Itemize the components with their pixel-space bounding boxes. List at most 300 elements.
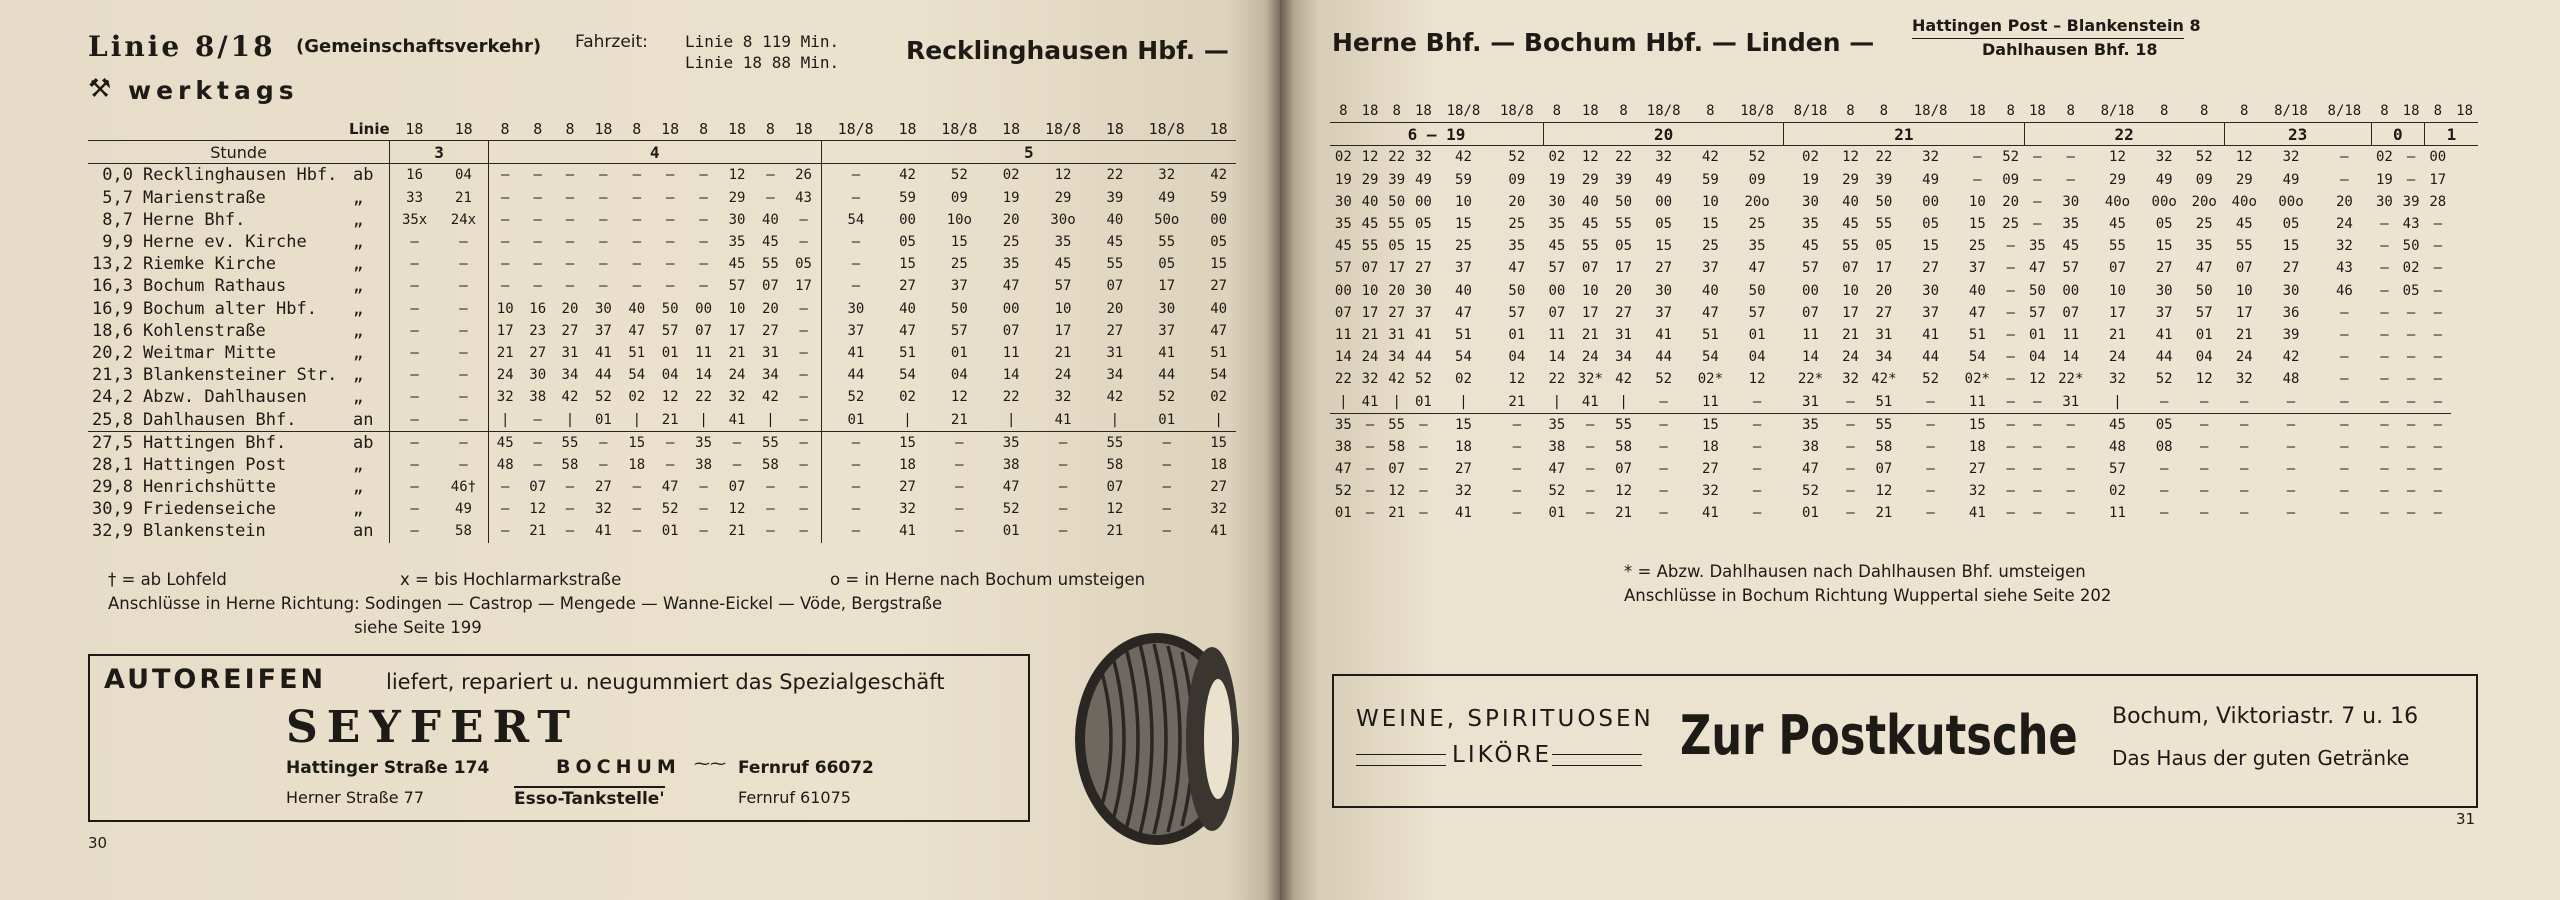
time-cell: — — [2006, 304, 2015, 321]
time-cell: 12 — [2235, 149, 2253, 166]
time-cell: 32 — [2155, 149, 2173, 166]
time-cell: 22* — [2058, 371, 2084, 388]
time-cell: 05 — [2282, 216, 2300, 233]
time-cell: 05 — [2155, 216, 2173, 233]
time-cell: — — [2433, 238, 2443, 255]
time-cell: 34 — [1615, 349, 1633, 366]
time-cell: 17 — [728, 322, 746, 339]
time-cell: — — [2340, 349, 2349, 366]
time-cell: 15 — [1968, 216, 1986, 233]
time-cell: 29 — [728, 189, 746, 206]
time-cell: 30 — [1334, 193, 1352, 210]
line-title-note: (Gemeinschaftsverkehr) — [296, 36, 542, 57]
time-cell: 55 — [1098, 431, 1133, 454]
time-cell: — — [2406, 171, 2416, 188]
page-number-right: 31 — [2456, 810, 2476, 828]
time-cell: 07 — [1581, 260, 1599, 277]
time-cell: — — [533, 211, 542, 228]
time-cell: 18 — [1455, 438, 1472, 455]
time-cell: 00 — [1210, 211, 1228, 228]
time-cell: — — [632, 278, 641, 295]
time-cell: 22 — [695, 389, 713, 406]
time-cell: 22 — [1334, 371, 1352, 388]
time-cell: 04 — [1508, 349, 1526, 366]
time-cell: 19 — [1802, 171, 1819, 188]
time-cell: 52 — [1158, 389, 1176, 406]
time-cell: 01 — [661, 523, 679, 540]
time-cell: 22 — [1106, 167, 1124, 184]
time-cell: 04 — [2028, 349, 2046, 366]
time-cell: 52 — [1548, 483, 1566, 500]
time-cell: 49 — [1655, 171, 1673, 188]
time-cell: 57 — [728, 278, 746, 295]
time-cell: — — [766, 167, 775, 184]
time-cell: — — [699, 234, 708, 251]
time-cell: 04 — [950, 367, 968, 384]
time-cell: 20 — [1388, 282, 1406, 299]
time-cell: — — [1752, 461, 1762, 478]
time-cell: — — [533, 234, 542, 251]
time-cell: 50 — [950, 300, 968, 317]
time-cell: 10 — [1968, 193, 1986, 210]
time-cell: 07 — [1002, 322, 1020, 339]
time-cell: 05 — [1922, 216, 1940, 233]
time-cell: 12 — [2028, 371, 2046, 388]
station-km: 13,2 — [92, 254, 133, 275]
time-cell: 42 — [1455, 149, 1472, 166]
time-cell: — — [565, 523, 575, 540]
time-cell: | — [1619, 393, 1628, 410]
time-cell: 45 — [1548, 238, 1566, 255]
linie-number: 18/8 — [1637, 100, 1690, 123]
time-cell: 01 — [1002, 523, 1020, 540]
time-cell: — — [1058, 456, 1068, 473]
time-cell: 07 — [2109, 260, 2126, 277]
time-cell: — — [2200, 505, 2209, 522]
time-cell: 19 — [2375, 171, 2393, 188]
time-cell: 31 — [561, 344, 579, 361]
time-cell: — — [2340, 304, 2349, 321]
linie-number: 18 — [439, 118, 488, 141]
time-cell: | — [1006, 411, 1016, 428]
time-cell: 30o — [1050, 211, 1076, 228]
time-cell: 35 — [1748, 238, 1766, 255]
time-cell: — — [390, 476, 439, 498]
time-cell: 19 — [1334, 171, 1352, 188]
time-cell: 58 — [1875, 438, 1893, 455]
time-cell: — — [390, 231, 439, 253]
time-cell: 48 — [488, 454, 521, 476]
time-cell: 27 — [1701, 461, 1719, 478]
time-cell: 21 — [1106, 523, 1124, 540]
table-row — [1330, 257, 2478, 279]
time-cell: 50 — [1388, 193, 1406, 210]
time-cell: 51 — [1968, 326, 1986, 343]
time-cell: 57 — [2062, 260, 2080, 277]
time-cell: 35 — [1002, 256, 1020, 273]
time-cell: — — [2006, 349, 2015, 366]
station-mark: „ — [352, 298, 364, 319]
time-cell: 19 — [1548, 171, 1566, 188]
linie-number: 8 — [2371, 100, 2398, 123]
time-cell: 44 — [821, 364, 890, 386]
time-cell: 15 — [1690, 413, 1730, 436]
time-cell: — — [2433, 371, 2443, 388]
hour-label: 1 — [2424, 123, 2478, 146]
time-cell: 02 — [1334, 149, 1352, 166]
hour-label: 22 — [2024, 123, 2224, 146]
time-cell: 14 — [1548, 349, 1566, 366]
time-cell: 09 — [1508, 171, 1526, 188]
time-cell: | — [903, 411, 912, 428]
time-cell: — — [2264, 413, 2317, 436]
station-mark: ab — [349, 431, 390, 454]
time-cell: 47 — [1002, 278, 1020, 295]
time-cell: — — [632, 501, 641, 518]
time-cell: — — [699, 189, 708, 206]
time-cell: 58 — [1615, 438, 1633, 455]
time-cell: — — [2380, 349, 2389, 366]
station-name: Henrichshütte — [142, 477, 277, 498]
advert-rule-right — [1552, 754, 1642, 766]
time-cell: — — [2200, 483, 2209, 500]
time-cell: 00 — [899, 211, 916, 228]
time-cell: — — [821, 275, 890, 297]
time-cell: 17 — [1158, 278, 1176, 295]
time-cell: — — [390, 320, 439, 342]
time-cell: — — [1419, 461, 1428, 478]
time-cell: 21 — [1508, 393, 1526, 410]
time-cell: — — [1058, 501, 1068, 518]
linie-number: 18 — [390, 118, 439, 141]
time-cell: — — [459, 367, 468, 384]
time-cell: 34 — [1875, 349, 1893, 366]
time-cell: — — [390, 520, 439, 542]
time-cell: 39 — [1875, 171, 1893, 188]
time-cell: — — [732, 456, 742, 473]
time-cell: — — [488, 253, 521, 275]
advert-address-2: Herner Straße 77 — [286, 788, 424, 807]
advert-rule-left — [1356, 754, 1446, 766]
time-cell: — — [821, 164, 890, 187]
station-mark: an — [352, 409, 374, 430]
time-cell: 14 — [1002, 367, 1020, 384]
linie-number: 8 — [1330, 100, 1357, 123]
station-mark: „ — [352, 276, 364, 297]
time-cell: — — [1162, 456, 1171, 473]
time-cell: — — [1365, 505, 1375, 522]
time-cell: — — [2006, 483, 2015, 500]
time-cell: 01 — [1748, 326, 1766, 343]
time-cell: 40 — [1361, 193, 1379, 210]
time-cell: 01 — [821, 408, 890, 431]
time-cell: — — [459, 389, 468, 406]
time-cell: 15 — [1455, 216, 1472, 233]
time-cell: — — [821, 431, 890, 454]
time-cell: — — [2380, 371, 2389, 388]
time-cell: 32 — [2335, 238, 2353, 255]
time-cell: 15 — [621, 431, 653, 454]
time-cell: — — [2006, 438, 2015, 455]
time-cell: — — [799, 300, 808, 317]
time-cell: 43 — [795, 189, 812, 206]
note-seite-199: siehe Seite 199 — [354, 618, 482, 637]
time-cell: 32 — [1455, 483, 1472, 500]
time-cell: 32 — [488, 386, 521, 408]
time-cell: 27 — [1922, 260, 1940, 277]
time-cell: 57 — [1054, 278, 1072, 295]
station-km: 18,6 — [92, 320, 133, 341]
time-cell: 37 — [950, 278, 968, 295]
time-cell: — — [665, 278, 675, 295]
time-cell: 55 — [1864, 413, 1904, 436]
time-cell: 57 — [2109, 461, 2126, 478]
time-cell: 12 — [1842, 149, 1859, 166]
time-cell: 50 — [1748, 282, 1766, 299]
time-cell: 20 — [1106, 300, 1124, 317]
fahrzeit-label: Fahrzeit: — [575, 32, 648, 52]
time-cell: — — [1058, 479, 1068, 496]
time-cell: — — [2433, 483, 2443, 500]
time-cell: 05 — [1158, 256, 1176, 273]
time-cell: 55 — [2109, 238, 2126, 255]
time-cell: 11 — [2062, 326, 2080, 343]
time-cell: 57 — [950, 322, 968, 339]
linie-number: 8 — [522, 118, 554, 141]
time-cell: 15 — [1957, 413, 1997, 436]
time-cell: 07 — [761, 278, 779, 295]
time-cell: 41 — [1701, 505, 1719, 522]
time-cell: 50 — [1508, 282, 1526, 299]
time-cell: 01 — [1414, 393, 1432, 410]
time-cell: 45 — [1106, 234, 1124, 251]
route-branch-bottom: Dahlhausen Bhf. 18 — [1982, 40, 2158, 59]
time-cell: 38 — [1334, 438, 1352, 455]
time-cell: 50 — [1875, 193, 1893, 210]
time-cell: 40 — [899, 300, 916, 317]
time-cell: 32 — [1701, 483, 1719, 500]
time-cell: 50 — [1615, 193, 1633, 210]
time-cell: 37 — [1701, 260, 1719, 277]
time-cell: 57 — [1802, 260, 1819, 277]
time-cell: — — [1365, 461, 1375, 478]
time-cell: 35 — [728, 234, 746, 251]
time-cell: 35 — [2062, 216, 2080, 233]
time-cell: — — [2433, 304, 2443, 321]
time-cell: — — [459, 322, 468, 339]
table-row — [1330, 413, 2478, 436]
time-cell: 22 — [1002, 389, 1020, 406]
time-cell: 40 — [1455, 282, 1472, 299]
time-cell: — — [2159, 461, 2169, 478]
time-cell: 07 — [1842, 260, 1859, 277]
time-cell: — — [632, 523, 641, 540]
time-cell: — — [665, 211, 675, 228]
time-cell: — — [599, 234, 608, 251]
time-cell: — — [488, 476, 521, 498]
time-cell: 30 — [1158, 300, 1176, 317]
time-cell: 27 — [561, 322, 579, 339]
advert-slogan: Das Haus der guten Getränke — [2112, 746, 2410, 770]
time-cell: 30 — [529, 367, 547, 384]
hour-row-right — [1330, 123, 2478, 146]
time-cell: — — [1659, 483, 1668, 500]
time-cell: — — [599, 167, 608, 184]
time-cell: — — [799, 322, 808, 339]
hour-label: 0 — [2371, 123, 2424, 146]
time-cell: 32 — [1210, 501, 1228, 518]
time-cell: 59 — [1701, 171, 1719, 188]
hour-label: 5 — [821, 141, 1236, 164]
time-cell: 55 — [1610, 413, 1637, 436]
time-cell: — — [1997, 413, 2024, 436]
fahrzeit-line-8: Linie 8 119 Min. — [685, 32, 840, 51]
time-cell: — — [632, 256, 641, 273]
time-cell: | — [1110, 411, 1120, 428]
time-cell: 10 — [2235, 282, 2253, 299]
time-cell: 01 — [950, 344, 968, 361]
time-cell: 47 — [628, 322, 646, 339]
time-cell: — — [533, 411, 542, 428]
time-cell: 35 — [1784, 413, 1837, 436]
time-cell: — — [1512, 505, 1522, 522]
time-cell: — — [565, 211, 575, 228]
hour-label: 23 — [2224, 123, 2371, 146]
table-row — [1330, 436, 2478, 458]
time-cell: 04 — [1748, 349, 1766, 366]
station-name: Marienstraße — [142, 187, 266, 208]
time-cell: 05 — [899, 234, 916, 251]
table-row — [88, 454, 1236, 476]
time-cell: — — [533, 189, 542, 206]
time-cell: 40o — [2104, 193, 2131, 210]
time-cell: 38 — [695, 456, 713, 473]
time-cell: — — [2286, 438, 2296, 455]
time-cell: 45 — [1361, 216, 1379, 233]
time-cell: 35x — [390, 209, 439, 231]
time-cell: 42 — [1701, 149, 1719, 166]
linie-number: 18/8 — [1730, 100, 1783, 123]
time-cell: — — [1659, 461, 1668, 478]
time-cell: 50 — [2402, 238, 2420, 255]
station-name: Recklinghausen Hbf. — [142, 165, 338, 186]
time-cell: 57 — [2195, 304, 2213, 321]
table-row — [88, 342, 1236, 364]
time-cell: 30 — [2282, 282, 2300, 299]
time-cell: 47 — [2195, 260, 2213, 277]
time-cell: 29 — [1842, 171, 1859, 188]
time-cell: 55 — [1383, 413, 1410, 436]
time-cell: 28 — [2429, 193, 2447, 210]
linie-number: 18 — [1201, 118, 1236, 141]
time-cell: 12 — [1581, 149, 1599, 166]
time-cell: 00 — [1922, 193, 1940, 210]
advert-name: Zur Postkutsche — [1680, 704, 2078, 767]
time-cell: 43 — [2335, 260, 2353, 277]
time-cell: 17 — [1388, 260, 1406, 277]
station-km: 0,0 — [102, 165, 133, 186]
table-row — [1330, 390, 2478, 413]
time-cell: 47 — [1334, 461, 1352, 478]
time-cell: — — [459, 278, 468, 295]
time-cell: — — [2340, 393, 2349, 410]
note-abzw-dahlhausen: * = Abzw. Dahlhausen nach Dahlhausen Bhf. umsteigen — [1624, 562, 2086, 581]
station-name: Bochum Rathaus — [142, 276, 287, 297]
time-cell: 09 — [2195, 171, 2213, 188]
time-cell: 17 — [2235, 304, 2253, 321]
table-row — [88, 386, 1236, 408]
time-cell: 01 — [1334, 505, 1352, 522]
time-cell: — — [955, 523, 964, 540]
tyre-icon — [1062, 626, 1252, 852]
time-cell: 38 — [1548, 438, 1566, 455]
time-cell: 17 — [1054, 322, 1072, 339]
time-cell: — — [2033, 505, 2042, 522]
time-cell: 35 — [1508, 238, 1526, 255]
station-name: Blankenstein — [142, 521, 266, 542]
destination-title: Recklinghausen Hbf. — — [906, 36, 1229, 65]
table-row — [1330, 169, 2478, 191]
time-cell: 52 — [1002, 501, 1020, 518]
advert-phone-1: Fernruf 66072 — [738, 758, 874, 778]
time-cell: 20 — [2002, 193, 2020, 210]
station-km: 28,1 — [92, 454, 133, 475]
time-cell: — — [821, 253, 890, 275]
time-cell: 37 — [1158, 322, 1176, 339]
time-cell: 55 — [1158, 234, 1176, 251]
time-cell: 58 — [561, 456, 579, 473]
time-cell: — — [2380, 326, 2389, 343]
table-row — [88, 164, 1236, 187]
time-cell: 55 — [1842, 238, 1859, 255]
time-cell: — — [2433, 216, 2443, 233]
time-cell: 12 — [1388, 483, 1406, 500]
time-cell: — — [533, 167, 542, 184]
time-cell: 55 — [761, 256, 779, 273]
linie-number: 8 — [1610, 100, 1637, 123]
time-cell: — — [1365, 483, 1375, 500]
time-cell: — — [565, 501, 575, 518]
time-cell: — — [459, 234, 468, 251]
time-cell: 37 — [1655, 304, 1673, 321]
time-cell: 32 — [2282, 149, 2300, 166]
time-cell: 55 — [754, 431, 786, 454]
time-cell: 35 — [1544, 413, 1571, 436]
time-cell: 11 — [2109, 505, 2126, 522]
time-cell: 47 — [2028, 260, 2046, 277]
time-cell: — — [565, 256, 575, 273]
time-cell: 45 — [1581, 216, 1599, 233]
time-cell: — — [799, 389, 808, 406]
time-cell: — — [390, 431, 439, 454]
table-row — [1330, 280, 2478, 302]
time-cell: 40 — [1210, 300, 1228, 317]
time-cell: — — [1904, 413, 1957, 436]
time-cell: 49 — [2282, 171, 2300, 188]
time-cell: 02 — [2402, 260, 2420, 277]
table-row — [88, 298, 1236, 320]
time-cell: — — [632, 167, 641, 184]
table-row — [88, 231, 1236, 253]
time-cell: 31 — [1388, 326, 1406, 343]
time-cell: — — [1926, 438, 1935, 455]
time-cell: 20 — [761, 300, 779, 317]
time-cell: — — [665, 167, 675, 184]
time-cell: 22 — [1615, 149, 1633, 166]
time-cell: — — [2406, 149, 2416, 166]
time-cell: 34 — [1106, 367, 1124, 384]
time-cell: 00o — [2151, 193, 2177, 210]
